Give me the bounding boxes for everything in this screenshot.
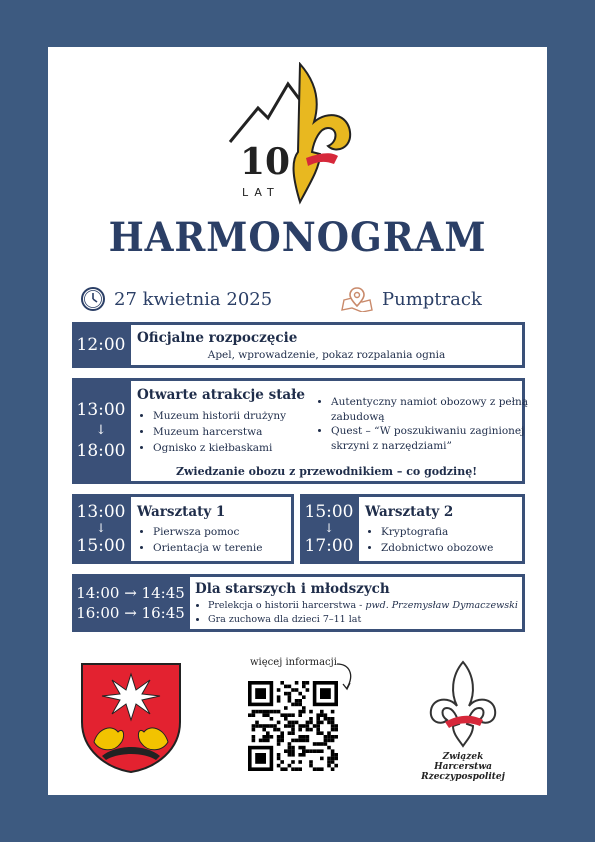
- list-item: • Pierwsza pomoc: [153, 525, 263, 541]
- event-place: Pumptrack: [382, 288, 482, 310]
- map-pin-icon: [340, 286, 374, 312]
- organization-name: [418, 752, 508, 782]
- program-list: [186, 599, 548, 628]
- org-line-1: Związek Harcerstwa: [434, 752, 492, 772]
- list-item: • Ognisko z kiełbaskami: [153, 441, 333, 457]
- block-heading: Warsztaty 2: [365, 504, 454, 520]
- list-item: • Muzeum harcerstwa: [153, 425, 333, 441]
- time-start: 13:00: [76, 400, 126, 421]
- time-range-2: 16:00 → 16:45: [76, 604, 185, 622]
- zhr-fleur-de-lis-logo: [425, 660, 501, 748]
- arrow-down-icon: ↓: [323, 521, 335, 536]
- qr-code-image[interactable]: [248, 681, 338, 771]
- list-item: • Orientacja w terenie: [153, 541, 263, 557]
- lecturer-name: pwd. Przemysław Dymaczewski: [365, 600, 518, 611]
- curved-arrow-icon: [335, 660, 357, 692]
- date-info: [80, 286, 272, 312]
- schedule-block-5: [187, 574, 525, 632]
- list-item: [208, 599, 548, 613]
- time-label: 12:00: [76, 334, 126, 355]
- tour-note: Zwiedzanie obozu z przewodnikiem – co godzinę!: [175, 465, 478, 478]
- time-block-4: [300, 494, 358, 564]
- coat-of-arms-image: [80, 662, 182, 774]
- clock-icon: [80, 286, 106, 312]
- block-heading: Otwarte atrakcje stałe: [137, 387, 305, 403]
- block-heading: Warsztaty 1: [137, 504, 226, 520]
- logo-number: 10: [240, 141, 291, 183]
- time-block-2: [72, 378, 130, 484]
- list-item: • Autentyczny namiot obozowy z pełną zabudową: [331, 395, 531, 424]
- block-text: Apel, wprowadzenie, pokaz rozpalania ognia: [207, 349, 446, 361]
- time-block-3: [72, 494, 130, 564]
- arrow-down-icon: ↓: [95, 521, 107, 536]
- schedule-block-4: [356, 494, 525, 564]
- anniversary-logo: [228, 62, 363, 207]
- time-start: 13:00: [76, 501, 126, 522]
- lecture-label: Prelekcja o historii harcerstwa -: [208, 600, 366, 611]
- schedule-block-2: [128, 378, 529, 484]
- attractions-list-1: [131, 409, 333, 456]
- time-range-1: 14:00 → 14:45: [76, 583, 185, 602]
- event-date: 27 kwietnia 2025: [114, 288, 273, 310]
- list-item: • Muzeum historii drużyny: [153, 409, 333, 425]
- time-start: 15:00: [304, 501, 354, 522]
- workshop-list-1: [131, 525, 263, 557]
- block-heading: Oficjalne rozpoczęcie: [137, 330, 298, 346]
- time-end: 15:00: [76, 535, 126, 556]
- list-item: • Zdobnictwo obozowe: [381, 541, 493, 557]
- time-block-5: [72, 574, 189, 632]
- page-title: HARMONOGRAM: [108, 214, 487, 261]
- attractions-list-2: [309, 395, 531, 454]
- more-info-label: więcej informacji: [250, 657, 337, 668]
- block-heading: Dla starszych i młodszych: [195, 581, 390, 597]
- list-item: • Quest – “W poszukiwaniu zaginionej skrzyni z narzędziami”: [331, 424, 531, 453]
- logo-sub: LAT: [242, 186, 280, 199]
- arrow-down-icon: ↓: [95, 422, 107, 438]
- workshop-list-2: [359, 525, 493, 557]
- schedule-block-3: [128, 494, 294, 564]
- list-item: • Gra zuchowa dla dzieci 7–11 lat: [208, 613, 548, 627]
- place-info: [340, 286, 482, 312]
- org-line-2: Rzeczypospolitej: [421, 772, 505, 782]
- list-item: • Kryptografia: [381, 525, 493, 541]
- time-block-1: [72, 322, 130, 368]
- time-end: 18:00: [76, 441, 126, 462]
- schedule-block-1: [128, 322, 525, 368]
- time-end: 17:00: [304, 535, 354, 556]
